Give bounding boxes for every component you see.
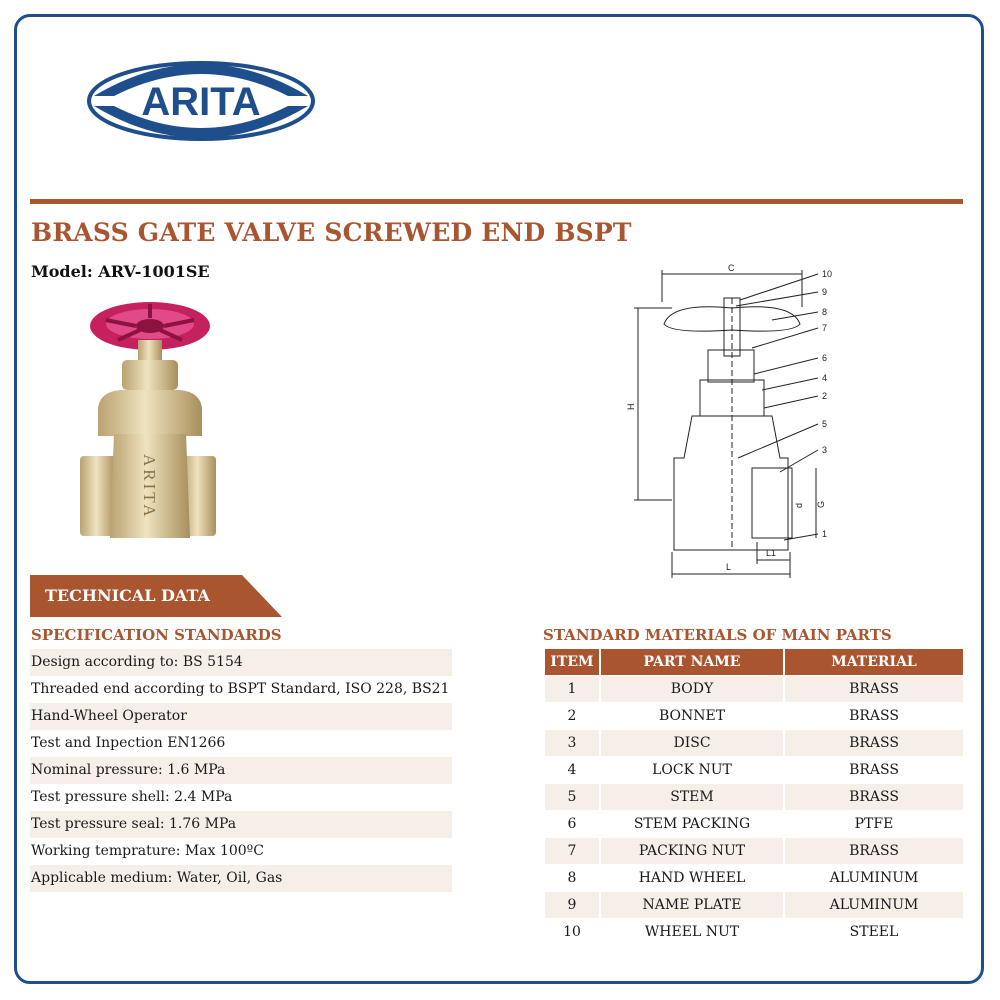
- column-header-item: ITEM: [545, 649, 599, 675]
- item-cell: 7: [545, 838, 599, 864]
- dimension-l: L: [726, 562, 732, 572]
- spec-row: Test pressure seal: 1.76 MPa: [30, 811, 452, 838]
- table-row: [545, 892, 963, 918]
- spec-row: Applicable medium: Water, Oil, Gas: [30, 865, 452, 892]
- table-row: [545, 784, 963, 810]
- part-name-cell: BODY: [601, 676, 783, 702]
- item-cell: 10: [563, 924, 581, 940]
- part-name-cell: BONNET: [658, 708, 726, 724]
- specification-heading: SPECIFICATION STANDARDS: [31, 626, 282, 644]
- table-row: [545, 838, 963, 864]
- part-name-cell: STEM: [601, 784, 783, 810]
- part-name-cell: HAND WHEEL: [638, 870, 746, 886]
- item-cell: 1: [545, 676, 599, 702]
- item-cell: 3: [545, 730, 599, 756]
- column-header-material: MATERIAL: [785, 649, 963, 675]
- part-name-cell: STEM PACKING: [633, 816, 751, 832]
- model-number: Model: ARV-1001SE: [31, 262, 210, 281]
- materials-table: [543, 648, 965, 946]
- product-title: BRASS GATE VALVE SCREWED END BSPT: [31, 218, 632, 247]
- material-cell: ALUMINUM: [829, 870, 919, 886]
- table-row: [545, 757, 963, 783]
- callout-10: 10: [822, 269, 833, 279]
- material-cell: BRASS: [785, 730, 963, 756]
- technical-data-banner: [30, 575, 282, 617]
- part-name-cell: DISC: [601, 730, 783, 756]
- dimension-h: H: [626, 403, 636, 410]
- part-name-cell: PACKING NUT: [601, 838, 783, 864]
- dimension-c: C: [728, 263, 735, 273]
- spec-row: Threaded end according to BSPT Standard, ISO 228, BS21: [31, 681, 450, 697]
- spec-row: Hand-Wheel Operator: [30, 703, 452, 730]
- material-cell: BRASS: [785, 838, 963, 864]
- material-cell: BRASS: [849, 708, 899, 724]
- callout-3: 3: [822, 445, 828, 455]
- table-row: [545, 703, 963, 729]
- material-cell: BRASS: [785, 784, 963, 810]
- callout-8: 8: [822, 307, 828, 317]
- spec-row: Design according to: BS 5154: [30, 649, 452, 676]
- callout-9: 9: [822, 287, 828, 297]
- material-cell: ALUMINUM: [785, 892, 963, 918]
- dimension-l1: L1: [766, 548, 777, 558]
- valve-photo: [78, 296, 218, 546]
- item-cell: 2: [567, 708, 577, 724]
- material-cell: BRASS: [785, 676, 963, 702]
- item-cell: 5: [545, 784, 599, 810]
- table-row: [545, 730, 963, 756]
- item-cell: 8: [567, 870, 577, 886]
- item-cell: 6: [567, 816, 577, 832]
- spec-row: Working temprature: Max 100ºC: [31, 843, 264, 859]
- materials-header-row: [545, 649, 963, 675]
- table-row: [545, 919, 963, 945]
- spec-row: Test and Inpection EN1266: [31, 735, 226, 751]
- body-embossing: ARITA: [140, 454, 159, 520]
- spec-row: Nominal pressure: 1.6 MPa: [30, 757, 452, 784]
- header-divider: [30, 199, 963, 204]
- callout-5: 5: [822, 419, 828, 429]
- material-cell: BRASS: [849, 762, 899, 778]
- part-name-cell: LOCK NUT: [652, 762, 732, 778]
- dimension-g: G: [816, 500, 826, 508]
- dimension-d: d: [794, 502, 804, 508]
- table-row: [545, 676, 963, 702]
- arita-logo: [84, 52, 318, 150]
- callout-6: 6: [822, 353, 828, 363]
- callout-1: 1: [822, 529, 828, 539]
- callout-2: 2: [822, 391, 828, 401]
- part-name-cell: WHEEL NUT: [644, 924, 740, 940]
- part-name-cell: NAME PLATE: [601, 892, 783, 918]
- item-cell: 9: [545, 892, 599, 918]
- table-row: [545, 865, 963, 891]
- callout-7: 7: [822, 323, 828, 333]
- technical-data-label: TECHNICAL DATA: [45, 586, 210, 605]
- material-cell: PTFE: [854, 816, 894, 832]
- materials-heading: STANDARD MATERIALS OF MAIN PARTS: [543, 626, 892, 644]
- valve-technical-drawing: [612, 262, 852, 584]
- item-cell: 4: [567, 762, 577, 778]
- material-cell: STEEL: [849, 924, 899, 940]
- specification-list: [30, 649, 452, 892]
- spec-row: Test pressure shell: 2.4 MPa: [31, 789, 233, 805]
- table-row: [545, 811, 963, 837]
- column-header-part-name: PART NAME: [601, 649, 783, 675]
- callout-4: 4: [822, 373, 828, 383]
- logo-text: ARITA: [141, 80, 261, 124]
